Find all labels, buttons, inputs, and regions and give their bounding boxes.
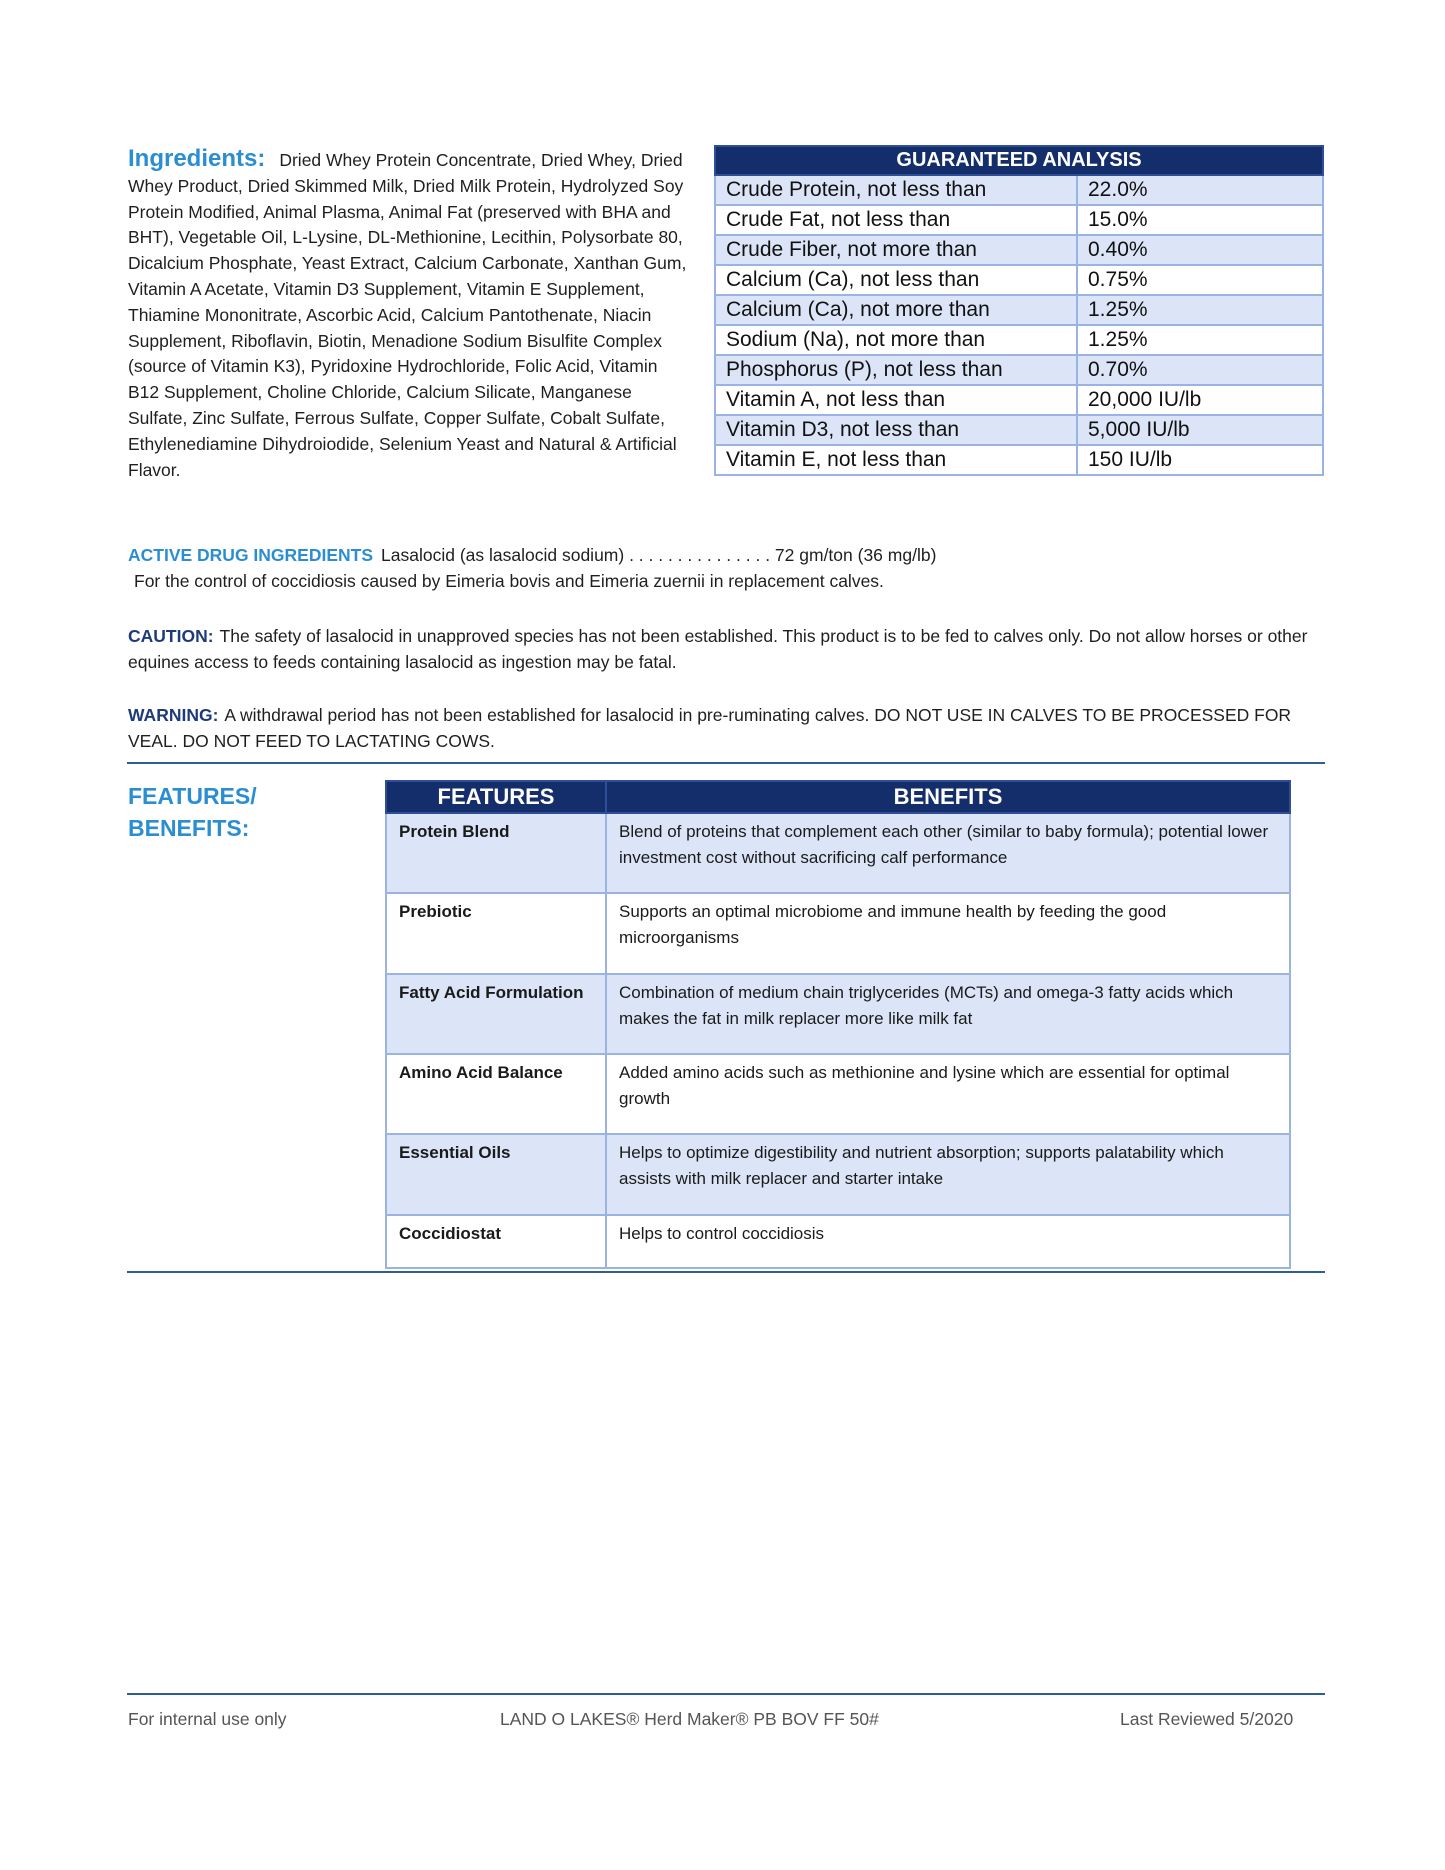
ga-row [715, 415, 1323, 445]
active-drug-text: Lasalocid (as lasalocid sodium) . . . . . . . . . . . . . . . 72 gm/ton (36 mg/lb) [381, 545, 937, 565]
benefits-column-header: BENEFITS [606, 781, 1290, 813]
features-benefits-title [128, 780, 328, 844]
table-row [386, 813, 1290, 893]
guaranteed-analysis-table [714, 145, 1324, 476]
ingredients-section [128, 146, 688, 483]
ga-label: Calcium (Ca), not more than [715, 295, 1077, 325]
footer-divider [127, 1693, 1325, 1695]
warning-label: WARNING: [128, 705, 219, 725]
ga-label: Sodium (Na), not more than [715, 325, 1077, 355]
features-column-header: FEATURES [386, 781, 606, 813]
benefit-cell: Added amino acids such as methionine and lysine which are essential for optimal growth [606, 1054, 1290, 1134]
ga-label: Vitamin A, not less than [715, 385, 1077, 415]
benefit-cell: Combination of medium chain triglycerides (MCTs) and omega-3 fatty acids which makes the fat in milk replacer more like milk fat [606, 974, 1290, 1054]
ga-value: 22.0% [1077, 175, 1323, 205]
footer-center: LAND O LAKES® Herd Maker® PB BOV FF 50# [500, 1709, 879, 1729]
guaranteed-analysis-title: GUARANTEED ANALYSIS [715, 146, 1323, 175]
features-benefits-title-line2: BENEFITS: [128, 815, 250, 841]
ga-label: Phosphorus (P), not less than [715, 355, 1077, 385]
active-drug-note: For the control of coccidiosis caused by Eimeria bovis and Eimeria zuernii in replacement calves. [134, 571, 884, 591]
ga-row [715, 175, 1323, 205]
features-benefits-title-line1: FEATURES/ [128, 783, 257, 809]
ga-row [715, 325, 1323, 355]
ga-value: 1.25% [1077, 325, 1323, 355]
feature-cell: Coccidiostat [386, 1215, 606, 1268]
table-row [386, 893, 1290, 974]
caution-section [128, 624, 1328, 675]
section-divider [127, 1271, 1325, 1273]
feature-cell: Essential Oils [386, 1134, 606, 1215]
footer-right: Last Reviewed 5/2020 [1120, 1709, 1294, 1729]
caution-label: CAUTION: [128, 626, 214, 646]
feature-cell: Amino Acid Balance [386, 1054, 606, 1134]
ga-row [715, 235, 1323, 265]
ga-row [715, 355, 1323, 385]
ga-label: Crude Fiber, not more than [715, 235, 1077, 265]
ga-value: 150 IU/lb [1077, 445, 1323, 475]
table-row [386, 1134, 1290, 1215]
ga-row [715, 205, 1323, 235]
active-drug-section [128, 542, 1328, 594]
features-benefits-table [385, 780, 1291, 1269]
ga-row [715, 385, 1323, 415]
table-row [386, 1215, 1290, 1268]
footer-left: For internal use only [128, 1709, 287, 1729]
feature-cell: Protein Blend [386, 813, 606, 893]
section-divider [127, 762, 1325, 764]
ingredients-label: Ingredients: [128, 145, 266, 172]
ga-row [715, 295, 1323, 325]
feature-cell: Fatty Acid Formulation [386, 974, 606, 1054]
ga-value: 0.75% [1077, 265, 1323, 295]
ga-row [715, 265, 1323, 295]
ga-value: 0.40% [1077, 235, 1323, 265]
ga-label: Vitamin E, not less than [715, 445, 1077, 475]
ingredients-text: Dried Whey Protein Concentrate, Dried Whey, Dried Whey Product, Dried Skimmed Milk, Dried Milk Protein, Hydrolyzed Soy Protein Modified, Animal Plasma, Animal Fat (preserved with BHA and BHT), Vegetable Oil, L-Lysine, DL-Methionine, Lecithin, Polysorbate 80, Dicalcium Phosphate, Yeast Extract, Calcium Carbonate, Xanthan Gum, Vitamin A Acetate, Vitamin D3 Supplement, Vitamin E Supplement, Thiamine Mononitrate, Ascorbic Acid, Calcium Pantothenate, Niacin Supplement, Riboflavin, Biotin, Menadione Sodium Bisulfite Complex (source of Vitamin K3), Pyridoxine Hydrochloride, Folic Acid, Vitamin B12 Supplement, Choline Chloride, Calcium Silicate, Manganese Sulfate, Zinc Sulfate, Ferrous Sulfate, Copper Sulfate, Cobalt Sulfate, Ethylenediamine Dihydroiodide, Selenium Yeast and Natural & Artificial Flavor. [128, 150, 687, 480]
benefit-cell: Supports an optimal microbiome and immune health by feeding the good microorganisms [606, 893, 1290, 974]
ga-value: 20,000 IU/lb [1077, 385, 1323, 415]
ga-label: Crude Fat, not less than [715, 205, 1077, 235]
ga-value: 15.0% [1077, 205, 1323, 235]
active-drug-label: ACTIVE DRUG INGREDIENTS [128, 545, 374, 565]
table-row [386, 1054, 1290, 1134]
benefit-cell: Helps to optimize digestibility and nutrient absorption; supports palatability which assists with milk replacer and starter intake [606, 1134, 1290, 1215]
benefit-cell: Helps to control coccidiosis [606, 1215, 1290, 1268]
feature-cell: Prebiotic [386, 893, 606, 974]
benefit-cell: Blend of proteins that complement each other (similar to baby formula); potential lower investment cost without sacrificing calf performance [606, 813, 1290, 893]
ga-row [715, 445, 1323, 475]
warning-section [128, 703, 1328, 754]
ga-label: Vitamin D3, not less than [715, 415, 1077, 445]
ga-label: Crude Protein, not less than [715, 175, 1077, 205]
warning-text: A withdrawal period has not been established for lasalocid in pre-ruminating calves. DO NOT USE IN CALVES TO BE PROCESSED FOR VEAL. DO NOT FEED TO LACTATING COWS. [128, 705, 1292, 751]
ga-value: 0.70% [1077, 355, 1323, 385]
ga-value: 1.25% [1077, 295, 1323, 325]
ga-value: 5,000 IU/lb [1077, 415, 1323, 445]
caution-text: The safety of lasalocid in unapproved species has not been established. This product is to be fed to calves only. Do not allow horses or other equines access to feeds containing lasalocid as ingestion may be fatal. [128, 626, 1308, 672]
ga-label: Calcium (Ca), not less than [715, 265, 1077, 295]
table-row [386, 974, 1290, 1054]
